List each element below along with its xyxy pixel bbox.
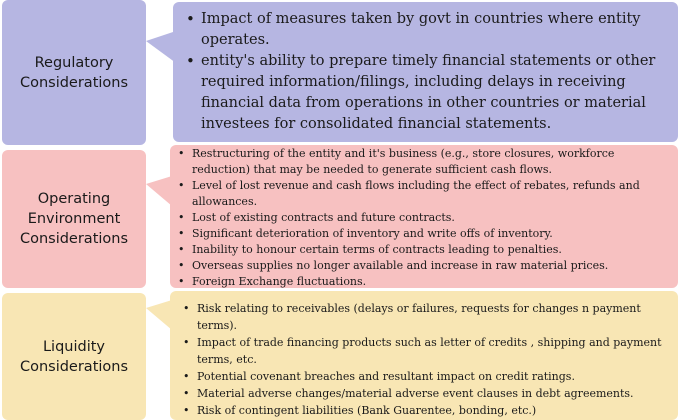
- liquidity-label-text: Liquidity Considerations: [19, 338, 129, 375]
- list-item: • entity's ability to prepare timely financial statements or other required information/filings, including delays in receiving financial data from operations in other countries or material investees for consolidated financial statements.: [201, 51, 670, 135]
- list-item: • Material adverse changes/material adverse event clauses in debt agreements.: [197, 385, 674, 402]
- list-item: • Risk of contingent liabilities (Bank Guarentee, bonding, etc.): [197, 402, 674, 419]
- regulatory-label-text: Regulatory Considerations: [19, 54, 129, 91]
- operating-callout-pointer: [146, 176, 172, 206]
- list-item: • Potential covenant breaches and resultant impact on credit ratings.: [197, 368, 674, 385]
- list-item: • Overseas supplies no longer available and increase in raw material prices.: [192, 258, 674, 274]
- list-item: • Foreign Exchange fluctuations.: [192, 274, 674, 290]
- regulatory-callout-box: [173, 2, 678, 142]
- list-item: • Level of lost revenue and cash flows including the effect of rebates, refunds and allowances.: [192, 178, 674, 210]
- regulatory-considerations-label: [2, 0, 146, 145]
- list-item: • Restructuring of the entity and it's business (e.g., store closures, workforce reduction) that may be needed to generate sufficient cash flows.: [192, 146, 674, 178]
- operating-callout-box: [170, 145, 678, 288]
- list-item: • Lost of existing contracts and future contracts.: [192, 210, 674, 226]
- regulatory-callout-pointer: [146, 31, 176, 63]
- regulatory-bullet-list: [201, 9, 670, 135]
- liquidity-bullet-list: [197, 300, 674, 419]
- liquidity-callout-box: [170, 291, 678, 420]
- operating-label-text: Operating Environment Considerations: [19, 191, 129, 247]
- operating-environment-considerations-label: [2, 150, 146, 288]
- list-item: • Significant deterioration of inventory and write offs of inventory.: [192, 226, 674, 242]
- list-item: • Impact of trade financing products such as letter of credits , shipping and payment terms, etc.: [197, 334, 674, 368]
- liquidity-considerations-label: [2, 293, 146, 420]
- list-item: • Impact of measures taken by govt in countries where entity operates.: [201, 9, 670, 51]
- operating-bullet-list: [192, 146, 674, 290]
- list-item: • Risk relating to receivables (delays or failures, requests for changes n payment terms).: [197, 300, 674, 334]
- list-item: • Inability to honour certain terms of contracts leading to penalties.: [192, 242, 674, 258]
- liquidity-callout-pointer: [146, 300, 172, 330]
